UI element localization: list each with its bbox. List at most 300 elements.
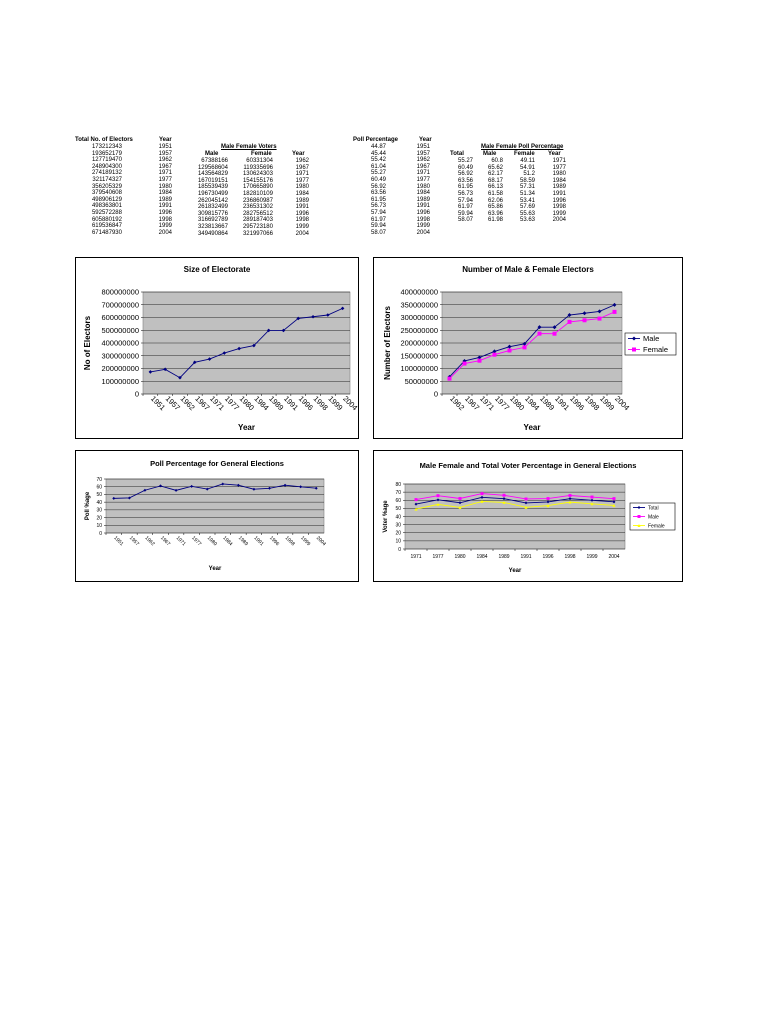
y-axis-label: Poll %age [85, 491, 91, 521]
mf-electors-cell: 236860987 [242, 197, 273, 204]
electors-cell: 1962 [158, 157, 172, 164]
mf-poll-cell: 61.97 [457, 204, 473, 211]
mf-electors-cell: 289187403 [242, 217, 273, 224]
x-tick-label: 1977 [222, 394, 242, 413]
mf-poll-cell: 62.17 [487, 171, 503, 178]
poll-cell: 1999 [416, 223, 430, 230]
legend-label: Female [643, 345, 669, 355]
legend-label: Male [643, 334, 660, 344]
legend-label: Total [648, 505, 659, 512]
poll-cell: 55.42 [370, 157, 386, 164]
mf-electors-cell: 170665890 [242, 184, 273, 191]
y-tick-label: 50 [96, 492, 102, 499]
x-tick-label: 1984 [252, 394, 271, 413]
data-point [591, 496, 594, 499]
mf-poll-cell: 68.17 [487, 177, 503, 184]
data-point [523, 345, 527, 349]
legend-label: Female [648, 523, 665, 530]
mf-electors-cell: 1967 [295, 164, 309, 171]
electors-cell: 1984 [158, 190, 172, 197]
electors-cell: 127719470 [91, 157, 122, 164]
mf-poll-cell: 58.07 [457, 217, 473, 224]
mf-poll-cell: 1977 [552, 164, 566, 171]
poll-cell: 45.44 [370, 150, 386, 157]
poll-cell: 1984 [416, 190, 430, 197]
x-tick-label: 1962 [178, 394, 197, 413]
electors-cell: 274189132 [91, 170, 122, 177]
mf-poll-cell: 1998 [552, 204, 566, 211]
mf-poll-cell: 57.69 [519, 204, 535, 211]
electors-row [72, 170, 172, 177]
y-tick-label: 600000000 [101, 313, 139, 323]
poll-percentage-header: Poll Percentage [353, 137, 399, 143]
data-point [613, 310, 617, 314]
mf-poll-row [440, 198, 566, 205]
poll-percentage-table [350, 144, 430, 236]
x-tick-label: 1980 [508, 394, 527, 413]
electors-cell: 1957 [158, 150, 172, 157]
y-tick-label: 0 [433, 389, 438, 399]
poll-cell: 63.56 [370, 190, 386, 197]
x-tick-label: 2004 [608, 554, 620, 560]
year2-header: Year [292, 151, 305, 157]
y-tick-label: 30 [395, 522, 401, 529]
mf-electors-cell: 316692789 [197, 217, 228, 224]
electors-cell: 605880192 [91, 216, 122, 223]
poll-row [350, 203, 430, 210]
y-tick-label: 400000000 [101, 338, 139, 348]
mf-poll-cell: 2004 [552, 217, 566, 224]
x-axis-label: Year [508, 568, 522, 574]
mf-electors-cell: 196730499 [197, 190, 228, 197]
chart-panel-voter-percentage [373, 450, 683, 582]
mf-poll-row [440, 191, 566, 198]
y-tick-label: 300000000 [101, 351, 139, 361]
male-female-voters-header: Male Female Voters [221, 144, 277, 150]
poll-cell: 1991 [416, 203, 430, 210]
size-of-electorate-chart [76, 258, 358, 438]
electors-cell: 2004 [158, 229, 172, 236]
x-tick-label: 2004 [314, 535, 327, 548]
x-tick-label: 1980 [205, 535, 218, 548]
mf-electors-cell: 1971 [295, 171, 309, 178]
electors-cell: 173212343 [91, 144, 122, 150]
electors-cell: 1998 [158, 216, 172, 223]
mf-poll-cell: 59.94 [457, 210, 473, 217]
poll-row [350, 190, 430, 197]
electors-row [72, 151, 172, 158]
x-tick-label: 1989 [267, 394, 286, 413]
mf-electors-cell: 182810109 [242, 190, 273, 197]
electors-row [72, 197, 172, 204]
y-tick-label: 400000000 [400, 287, 438, 297]
electors-row [72, 177, 172, 184]
mf-electors-cell: 167019151 [197, 177, 228, 184]
mf-poll-cell: 63.56 [457, 177, 473, 184]
electors-cell: 193652179 [91, 150, 122, 157]
electors-cell: 1989 [158, 196, 172, 203]
poll-female-header: Female [514, 151, 535, 157]
y-axis-label: Voter %age [383, 500, 389, 533]
mf-poll-cell: 57.31 [519, 184, 535, 191]
mf-poll-cell: 53.41 [519, 197, 535, 204]
x-tick-label: 1996 [542, 554, 554, 560]
electors-row [72, 164, 172, 171]
electors-row [72, 223, 172, 230]
mf-poll-cell: 56.92 [457, 171, 473, 178]
electors-cell: 619536847 [91, 223, 122, 230]
poll-cell: 61.95 [370, 196, 386, 203]
x-tick-label: 1998 [311, 394, 330, 413]
poll-row [350, 144, 430, 151]
mf-electors-cell: 309815776 [197, 210, 228, 217]
poll-cell: 1957 [416, 150, 430, 157]
electors-row [72, 210, 172, 217]
electors-cell: 1977 [158, 176, 172, 183]
x-tick-label: 1977 [190, 535, 203, 548]
electors-cell: 1951 [158, 144, 172, 150]
mf-poll-cell: 65.62 [487, 164, 503, 171]
year-header: Year [159, 137, 172, 143]
mf-poll-cell: 63.96 [487, 210, 503, 217]
x-tick-label: 1991 [252, 535, 265, 548]
mf-electors-cell: 154155176 [242, 177, 273, 184]
poll-row [350, 197, 430, 204]
y-tick-label: 350000000 [400, 300, 438, 310]
poll-row [350, 170, 430, 177]
poll-cell: 57.94 [370, 209, 386, 216]
y-tick-label: 800000000 [101, 287, 139, 297]
mf-electors-row [190, 198, 309, 205]
x-tick-label: 1980 [454, 554, 466, 560]
x-tick-label: 1971 [410, 554, 422, 560]
chart-panel-size-of-electorate [75, 257, 359, 439]
electors-row [72, 144, 172, 151]
mf-electors-cell: 282756512 [242, 210, 273, 217]
electors-row [72, 230, 172, 237]
poll-cell: 1998 [416, 216, 430, 223]
mf-electors-row [190, 204, 309, 211]
poll-cell: 44.87 [370, 144, 386, 150]
legend [625, 333, 676, 355]
mf-poll-cell: 60.8 [491, 158, 503, 164]
data-point [547, 497, 550, 500]
mf-electors-cell: 1996 [295, 210, 309, 217]
chart-panel-male-female-electors [373, 257, 683, 439]
y-tick-label: 60 [395, 498, 401, 504]
poll-row [350, 177, 430, 184]
electors-cell: 356205329 [91, 183, 122, 190]
electors-cell: 592572288 [91, 209, 122, 216]
poll-cell: 55.27 [370, 170, 386, 177]
electors-cell: 1996 [158, 209, 172, 216]
data-point [583, 318, 587, 322]
x-tick-label: 1957 [127, 535, 141, 548]
x-axis-label: Year [208, 566, 222, 572]
x-tick-label: 1984 [523, 394, 542, 413]
y-tick-label: 300000000 [400, 313, 438, 323]
y-tick-label: 0 [134, 389, 139, 399]
mf-poll-cell: 1980 [552, 171, 566, 178]
poll-cell: 61.04 [370, 163, 386, 170]
mf-poll-cell: 62.06 [487, 197, 503, 204]
mf-poll-row [440, 184, 566, 191]
poll-cell: 1980 [416, 183, 430, 190]
data-point [459, 497, 462, 500]
data-point [448, 377, 452, 381]
mf-electors-cell: 323813667 [197, 223, 228, 230]
mf-electors-cell: 143564829 [197, 171, 228, 178]
x-tick-label: 1999 [326, 394, 345, 413]
mf-electors-row [190, 184, 309, 191]
mf-electors-row [190, 217, 309, 224]
voter-percentage-chart [374, 451, 682, 581]
y-tick-label: 70 [395, 489, 401, 496]
mf-electors-cell: 1962 [295, 158, 309, 164]
x-tick-label: 1951 [112, 535, 125, 548]
mf-poll-cell: 1984 [552, 177, 566, 184]
x-tick-label: 1967 [463, 394, 482, 413]
x-tick-label: 1996 [268, 535, 281, 548]
x-tick-label: 1984 [476, 554, 488, 560]
x-tick-label: 2004 [341, 394, 358, 413]
y-tick-label: 30 [96, 507, 102, 514]
mf-electors-row [190, 158, 309, 165]
y-tick-label: 20 [96, 515, 102, 522]
y-tick-label: 10 [395, 538, 401, 545]
male-header: Male [205, 151, 219, 157]
mf-electors-row [190, 211, 309, 218]
x-axis-label: Year [238, 423, 255, 432]
mf-electors-cell: 295723180 [242, 223, 273, 230]
x-tick-label: 1980 [237, 394, 256, 413]
x-tick-label: 1991 [553, 394, 572, 413]
mf-electors-cell: 1984 [295, 190, 309, 197]
electors-cell: 1971 [158, 170, 172, 177]
y-tick-label: 700000000 [101, 300, 139, 310]
poll-cell: 58.07 [370, 229, 386, 236]
y-tick-label: 50 [395, 506, 401, 513]
mf-poll-cell: 1971 [552, 158, 566, 164]
chart-title: Male Female and Total Voter Percentage in General Elections [419, 461, 637, 470]
mf-poll-cell: 1996 [552, 197, 566, 204]
mf-electors-cell: 1998 [295, 217, 309, 224]
x-tick-label: 1999 [586, 554, 598, 560]
electors-cell: 1991 [158, 203, 172, 210]
poll-cell: 56.92 [370, 183, 386, 190]
plot-area [106, 479, 324, 533]
data-point [415, 498, 418, 501]
mf-poll-cell: 53.63 [519, 217, 535, 224]
poll-row [350, 184, 430, 191]
mf-electors-cell: 60331304 [246, 158, 273, 164]
data-point [598, 317, 602, 321]
mf-poll-cell: 61.98 [487, 217, 503, 224]
electors-row [72, 190, 172, 197]
mf-electors-cell: 1989 [295, 197, 309, 204]
x-tick-label: 1998 [583, 394, 602, 413]
legend-marker [632, 348, 636, 352]
y-tick-label: 100000000 [400, 364, 438, 374]
mf-poll-row [440, 158, 566, 165]
mf-poll-cell: 58.59 [519, 177, 535, 184]
male-female-electors-chart [374, 258, 682, 438]
poll-total-header: Total [450, 151, 464, 157]
electors-cell: 671487930 [91, 229, 122, 236]
poll-cell: 1977 [416, 176, 430, 183]
y-tick-label: 250000000 [400, 325, 438, 335]
mf-poll-cell: 61.58 [487, 190, 503, 197]
mf-electors-row [190, 231, 309, 238]
x-tick-label: 1967 [193, 394, 212, 413]
x-tick-label: 1999 [598, 394, 617, 413]
x-tick-label: 1996 [568, 394, 587, 413]
mf-electors-cell: 129568604 [197, 164, 228, 171]
mf-electors-row [190, 224, 309, 231]
poll-row [350, 230, 430, 237]
mf-poll-cell: 60.49 [457, 164, 473, 171]
x-tick-label: 1967 [159, 535, 172, 548]
data-point [503, 494, 506, 497]
mf-electors-row [190, 165, 309, 172]
poll-row [350, 157, 430, 164]
mf-poll-cell: 54.91 [519, 164, 535, 171]
data-point [463, 362, 467, 366]
y-tick-label: 40 [395, 514, 401, 521]
poll-percentage-chart [76, 451, 358, 581]
data-point [568, 320, 572, 324]
x-tick-label: 1971 [478, 394, 497, 413]
x-tick-label: 1977 [432, 554, 444, 560]
mf-poll-cell: 49.11 [520, 158, 535, 164]
electors-cell: 321174327 [92, 176, 122, 183]
mf-poll-row [440, 217, 566, 224]
y-tick-label: 40 [96, 499, 102, 506]
mf-electors-cell: 1999 [295, 223, 309, 230]
electors-row [72, 184, 172, 191]
data-point [525, 497, 528, 500]
male-female-electors-table [190, 158, 309, 237]
electors-row [72, 203, 172, 210]
poll-cell: 1971 [416, 170, 430, 177]
x-tick-label: 1957 [163, 394, 182, 413]
poll-row [350, 164, 430, 171]
mf-poll-row [440, 178, 566, 185]
y-tick-label: 150000000 [400, 351, 438, 361]
poll-male-header: Male [483, 151, 497, 157]
electors-cell: 1967 [158, 163, 172, 170]
data-point [553, 332, 557, 336]
poll-cell: 1962 [416, 157, 430, 164]
y-tick-label: 500000000 [101, 325, 139, 335]
mf-poll-cell: 55.27 [457, 158, 473, 164]
mf-electors-cell: 2004 [295, 230, 309, 237]
x-tick-label: 1991 [520, 554, 532, 560]
mf-electors-cell: 236531302 [242, 204, 273, 211]
chart-panel-poll-percentage [75, 450, 359, 582]
female-header: Female [251, 151, 272, 157]
mf-electors-row [190, 178, 309, 185]
data-point [478, 359, 482, 363]
mf-poll-cell: 1989 [552, 184, 566, 191]
data-point [613, 497, 616, 500]
poll-cell: 1996 [416, 209, 430, 216]
poll-cell: 56.73 [370, 203, 386, 210]
x-tick-label: 1996 [296, 394, 315, 413]
x-tick-label: 1999 [299, 535, 312, 548]
mf-electors-row [190, 191, 309, 198]
data-point [493, 353, 497, 357]
mf-poll-row [440, 204, 566, 211]
electors-cell: 1999 [158, 223, 172, 230]
x-tick-label: 1962 [143, 535, 156, 548]
legend [630, 503, 675, 530]
electors-row [72, 217, 172, 224]
y-tick-label: 0 [99, 530, 102, 537]
mf-electors-cell: 1991 [295, 204, 309, 211]
mf-poll-row [440, 165, 566, 172]
mf-poll-cell: 55.63 [519, 210, 535, 217]
mf-electors-cell: 67388166 [201, 158, 228, 164]
x-tick-label: 1989 [498, 554, 510, 560]
mf-electors-cell: 185539439 [197, 184, 228, 191]
x-tick-label: 1971 [208, 394, 227, 413]
x-axis-label: Year [523, 423, 541, 432]
poll-cell: 61.97 [370, 216, 386, 223]
total-electors-header: Total No. of Electors [75, 137, 133, 143]
x-tick-label: 1951 [148, 394, 168, 413]
y-tick-label: 200000000 [400, 338, 438, 348]
mf-electors-cell: 130624303 [242, 171, 273, 178]
chart-title: Poll Percentage for General Elections [150, 459, 284, 468]
legend-label: Male [648, 514, 659, 521]
mf-electors-cell: 349490864 [197, 230, 228, 237]
electors-row [72, 157, 172, 164]
poll-cell: 1951 [416, 144, 430, 150]
y-tick-label: 0 [398, 546, 401, 553]
electors-cell: 1980 [158, 183, 172, 190]
poll-row [350, 151, 430, 158]
y-tick-label: 50000000 [404, 376, 438, 386]
poll-year2-header: Year [548, 151, 561, 157]
mf-poll-cell: 56.73 [457, 190, 473, 197]
mf-poll-cell: 57.94 [457, 197, 473, 204]
mf-electors-row [190, 171, 309, 178]
x-tick-label: 1977 [493, 394, 512, 413]
x-tick-label: 1998 [283, 535, 296, 548]
mf-electors-cell: 1980 [295, 184, 309, 191]
poll-row [350, 223, 430, 230]
y-axis-label: No of Electors [83, 315, 92, 371]
chart-title: Size of Electorate [183, 265, 251, 274]
poll-cell: 59.94 [370, 223, 386, 230]
mf-electors-cell: 261832499 [197, 204, 228, 211]
mf-poll-cell: 1999 [552, 210, 566, 217]
x-tick-label: 1962 [448, 394, 467, 413]
mf-poll-row [440, 171, 566, 178]
electors-cell: 498363801 [91, 203, 122, 210]
electors-cell: 498906129 [91, 196, 122, 203]
x-tick-label: 1998 [564, 554, 576, 560]
chart-title: Number of Male & Female Electors [462, 265, 594, 274]
y-tick-label: 80 [395, 481, 401, 488]
electors-cell: 379540608 [91, 190, 122, 197]
male-female-poll-table [440, 158, 566, 224]
y-tick-label: 10 [96, 523, 102, 530]
x-tick-label: 1971 [174, 535, 187, 548]
data-point [538, 332, 542, 336]
mf-poll-row [440, 211, 566, 218]
